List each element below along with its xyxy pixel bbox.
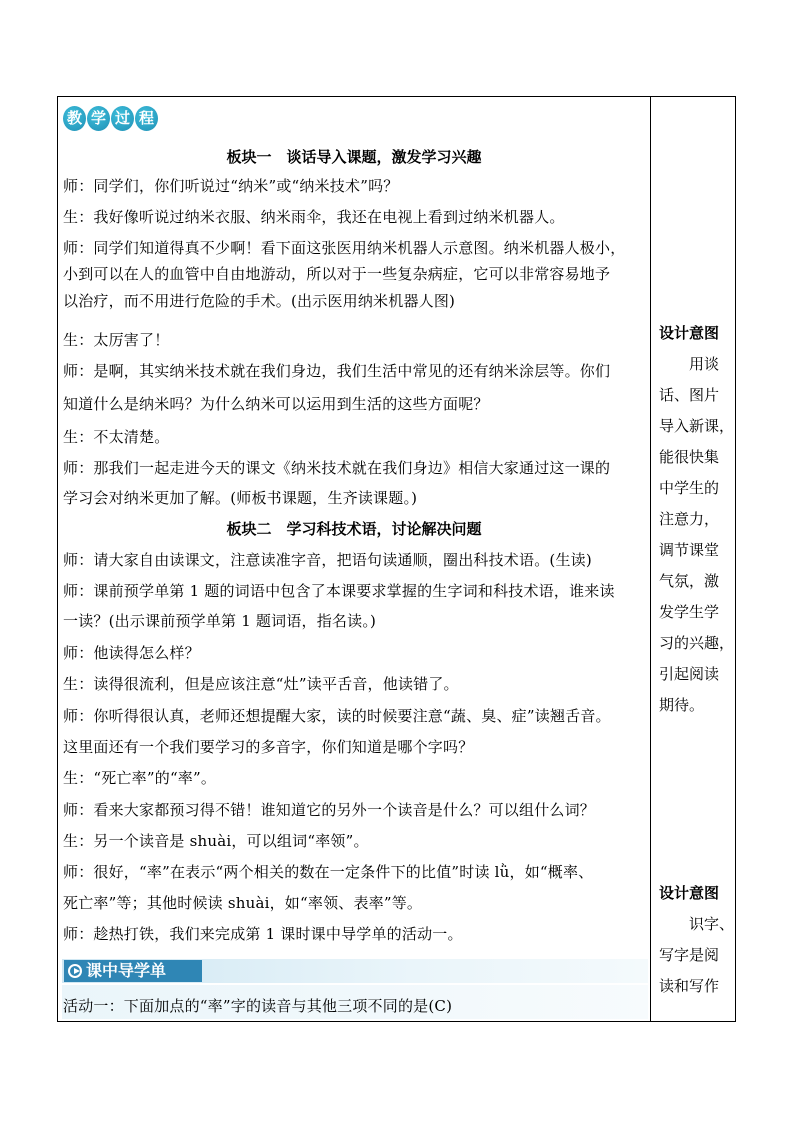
design-intent-line: 读和写作 [659,977,720,995]
guide-sheet-label: 课中导学单 [86,961,167,980]
design-intent-line: 写字是阅 [659,946,720,964]
dialogue-line: 以治疗，而不用进行危险的手术。(出示医用纳米机器人图) [63,292,456,310]
design-intent-line: 注意力， [659,510,720,528]
dialogue-line: 死亡率”等；其他时候读 shuài，如“率领、表率”等。 [63,894,423,912]
design-intent-line: 中学生的 [659,479,720,497]
badge-char: 过 [111,106,134,131]
dialogue-line: 师：同学们，你们听说过“纳米”或“纳米技术”吗？ [63,177,399,195]
design-intent-title: 设计意图 [659,324,720,342]
dialogue-line: 师：他读得怎么样？ [63,644,200,662]
dialogue-line: 生：不太清楚。 [63,428,170,446]
dialogue-line: 师：是啊，其实纳米技术就在我们身边，我们生活中常见的还有纳米涂层等。你们 [63,362,611,380]
dialogue-line: 生：太厉害了！ [63,331,170,349]
section-heading-2: 板块二 学习科技术语，讨论解决问题 [226,520,482,538]
design-intent-line: 能很快集 [659,448,720,466]
design-intent-column [651,97,735,1021]
design-intent-title: 设计意图 [659,884,720,902]
badge-char: 学 [87,106,110,131]
dialogue-line: 师：看来大家都预习得不错！谁知道它的另外一个读音是什么？可以组什么词？ [63,801,596,819]
dialogue-line: 师：请大家自由读课文，注意读准字音，把语句读通顺，圈出科技术语。(生读) [63,551,592,569]
lesson-table [57,96,736,1022]
design-intent-line: 识字、 [689,915,735,933]
play-circle-icon [68,964,82,978]
dialogue-line: 师：你听得很认真，老师还想提醒大家，读的时候要注意“蔬、臭、症”读翘舌音。 [63,707,611,725]
design-intent-line: 习的兴趣， [659,634,735,652]
design-intent-line: 发学生学 [659,603,720,621]
dialogue-line: 学习会对纳米更加了解。(师板书课题，生齐读课题。) [63,489,418,507]
dialogue-line: 师：同学们知道得真不少啊！看下面这张医用纳米机器人示意图。纳米机器人极小， [63,239,626,257]
dialogue-line: 师：课前预学单第 1 题的词语中包含了本课要求掌握的生字词和科技术语，谁来读 [63,582,615,600]
dialogue-line: 这里面还有一个我们要学习的多音字，你们知道是哪个字吗？ [63,738,474,756]
badge-char: 教 [63,106,86,131]
badge-char: 程 [135,106,158,131]
teaching-process-column [58,97,650,1021]
design-intent-line: 导入新课， [659,417,735,435]
dialogue-line: 生：另一个读音是 shuài，可以组词“率领”。 [63,832,369,850]
dialogue-line: 师：很好，“率”在表示“两个相关的数在一定条件下的比值”时读 lǜ，如“概率、 [63,863,594,881]
guide-sheet-tag [64,960,202,982]
dialogue-line: 小到可以在人的血管中自由地游动，所以对于一些复杂病症，它可以非常容易地予 [63,265,611,283]
design-intent-line: 期待。 [659,696,705,714]
dialogue-line: 生：读得很流利，但是应该注意“灶”读平舌音，他读错了。 [63,675,459,693]
activity-line: 活动一：下面加点的“率”字的读音与其他三项不同的是(C) [63,997,453,1015]
dialogue-line: 知道什么是纳米吗？为什么纳米可以运用到生活的这些方面呢？ [63,395,489,413]
dialogue-line: 一读？(出示课前预学单第 1 题词语，指名读。) [63,612,377,630]
section-heading-1: 板块一 谈话导入课题，激发学习兴趣 [226,148,482,166]
design-intent-line: 调节课堂 [659,541,720,559]
section-badge-teaching-process [63,106,158,132]
dialogue-line: 生：我好像听说过纳米衣服、纳米雨伞，我还在电视上看到过纳米机器人。 [63,208,565,226]
dialogue-line: 生：“死亡率”的“率”。 [63,769,217,787]
design-intent-line: 用谈 [689,355,720,373]
dialogue-line: 师：趁热打铁，我们来完成第 1 课时课中导学单的活动一。 [63,925,463,943]
dialogue-line: 师：那我们一起走进今天的课文《纳米技术就在我们身边》相信大家通过这一课的 [63,459,611,477]
design-intent-line: 话、图片 [659,386,720,404]
design-intent-line: 气氛，激 [659,572,720,590]
design-intent-line: 引起阅读 [659,665,720,683]
guide-sheet-banner [62,959,648,983]
